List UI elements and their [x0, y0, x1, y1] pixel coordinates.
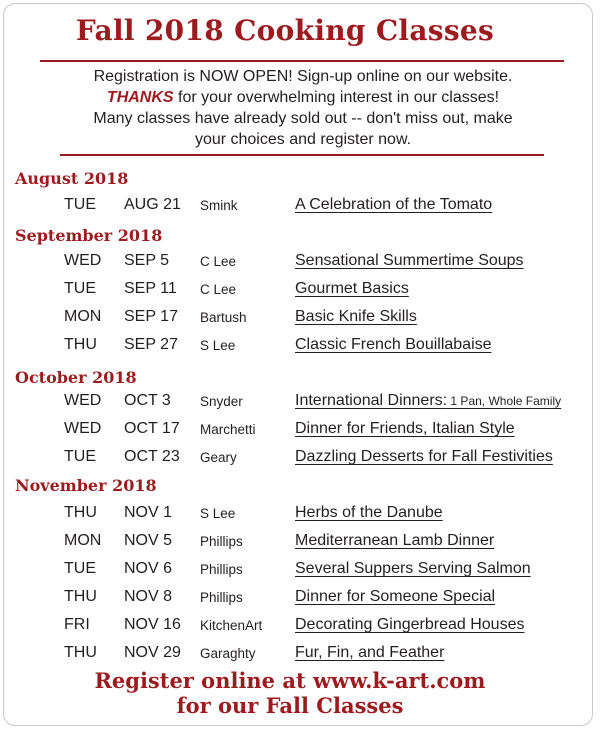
month-heading: November 2018 [15, 476, 157, 495]
class-title-link[interactable] [295, 252, 524, 270]
class-day: WED [64, 392, 102, 409]
class-row [0, 644, 600, 666]
top-divider [40, 60, 564, 62]
class-instructor: Smink [200, 198, 238, 213]
class-title[interactable]: Gourmet Basics [295, 280, 409, 297]
month-heading: September 2018 [15, 226, 163, 245]
month-heading: August 2018 [15, 169, 129, 188]
class-date: SEP 5 [124, 252, 170, 269]
class-day: THU [64, 644, 97, 661]
class-date: OCT 23 [124, 448, 180, 465]
class-date: AUG 21 [124, 196, 181, 213]
class-title[interactable]: Dinner for Someone Special [295, 588, 496, 605]
class-row [0, 420, 600, 442]
class-title[interactable]: Decorating Gingerbread Houses [295, 616, 525, 633]
class-row [0, 560, 600, 582]
class-title[interactable]: Classic French Bouillabaise [295, 336, 492, 353]
class-date: SEP 11 [124, 280, 177, 297]
class-day: THU [64, 588, 97, 605]
class-title-link[interactable] [295, 532, 494, 550]
class-day: MON [64, 532, 102, 549]
class-date: OCT 3 [124, 392, 171, 409]
class-title[interactable]: International Dinners: [295, 392, 448, 409]
class-title-link[interactable] [295, 336, 492, 354]
class-instructor: Phillips [200, 562, 243, 577]
class-instructor: S Lee [200, 338, 236, 353]
class-day: FRI [64, 616, 90, 633]
footer-line-2: for our Fall Classes [176, 693, 404, 718]
class-date: OCT 17 [124, 420, 180, 437]
class-title-link[interactable] [295, 448, 553, 466]
class-title-link[interactable] [295, 560, 531, 578]
class-row [0, 196, 600, 218]
class-title-link[interactable] [295, 280, 409, 298]
class-date: SEP 27 [124, 336, 178, 353]
class-title[interactable]: Several Suppers Serving Salmon [295, 560, 531, 577]
class-day: MON [64, 308, 102, 325]
class-title[interactable]: Dazzling Desserts for Fall Festivities [295, 448, 553, 465]
class-title[interactable]: Sensational Summertime Soups [295, 252, 524, 269]
month-heading: October 2018 [15, 368, 137, 387]
class-date: NOV 29 [124, 644, 181, 661]
class-day: THU [64, 504, 97, 521]
class-row [0, 504, 600, 526]
class-day: WED [64, 252, 102, 269]
class-title[interactable]: Herbs of the Danube [295, 504, 443, 521]
footer-line-1[interactable]: Register online at www.k-art.com [94, 668, 486, 693]
class-day: TUE [64, 448, 96, 465]
class-row [0, 448, 600, 470]
class-instructor: C Lee [200, 282, 237, 297]
class-title-link[interactable] [295, 644, 444, 662]
thanks-text: THANKS [106, 89, 174, 106]
intro-line-3: Many classes have already sold out -- don't miss out, make [93, 110, 513, 127]
class-title-link[interactable] [295, 196, 492, 214]
class-day: TUE [64, 196, 96, 213]
class-day: TUE [64, 280, 96, 297]
bottom-divider [60, 154, 544, 156]
class-title[interactable]: Dinner for Friends, Italian Style [295, 420, 515, 437]
class-title[interactable]: Basic Knife Skills [295, 308, 417, 325]
class-title-link[interactable] [295, 420, 515, 438]
class-instructor: Marchetti [200, 422, 256, 437]
class-title-link[interactable] [295, 392, 561, 410]
class-instructor: S Lee [200, 506, 236, 521]
page-title: Fall 2018 Cooking Classes [75, 14, 495, 47]
intro-line-2-rest: for your overwhelming interest in our classes! [173, 89, 500, 106]
class-instructor: KitchenArt [200, 618, 263, 633]
class-date: SEP 17 [124, 308, 178, 325]
class-date: NOV 6 [124, 560, 173, 577]
class-title-link[interactable] [295, 616, 524, 634]
class-day: TUE [64, 560, 96, 577]
intro-line-4: your choices and register now. [194, 131, 412, 148]
class-title[interactable]: Fur, Fin, and Feather [295, 644, 445, 661]
class-instructor: Bartush [200, 310, 247, 325]
intro-line-2 [60, 87, 546, 108]
class-title-link[interactable] [295, 588, 495, 606]
class-day: THU [64, 336, 97, 353]
class-date: NOV 16 [124, 616, 181, 633]
class-date: NOV 5 [124, 532, 173, 549]
class-row [0, 532, 600, 554]
class-instructor: Garaghty [200, 646, 256, 661]
class-row [0, 336, 600, 358]
class-instructor: Geary [200, 450, 237, 465]
class-title[interactable]: Mediterranean Lamb Dinner [295, 532, 495, 549]
class-row [0, 392, 600, 414]
class-instructor: Phillips [200, 590, 243, 605]
class-instructor: C Lee [200, 254, 237, 269]
class-title-note[interactable]: 1 Pan, Whole Family [447, 394, 562, 408]
class-date: NOV 8 [124, 588, 173, 605]
class-date: NOV 1 [124, 504, 173, 521]
intro-line-1: Registration is NOW OPEN! Sign-up online on our website. [93, 68, 513, 85]
class-instructor: Snyder [200, 394, 243, 409]
class-row [0, 616, 600, 638]
footer-cta [0, 668, 580, 718]
class-day: WED [64, 420, 102, 437]
class-row [0, 308, 600, 330]
intro-text [60, 66, 546, 150]
class-instructor: Phillips [200, 534, 243, 549]
class-title[interactable]: A Celebration of the Tomato [295, 196, 493, 213]
class-title-link[interactable] [295, 504, 443, 522]
class-row [0, 280, 600, 302]
class-row [0, 588, 600, 610]
class-title-link[interactable] [295, 308, 417, 326]
class-row [0, 252, 600, 274]
